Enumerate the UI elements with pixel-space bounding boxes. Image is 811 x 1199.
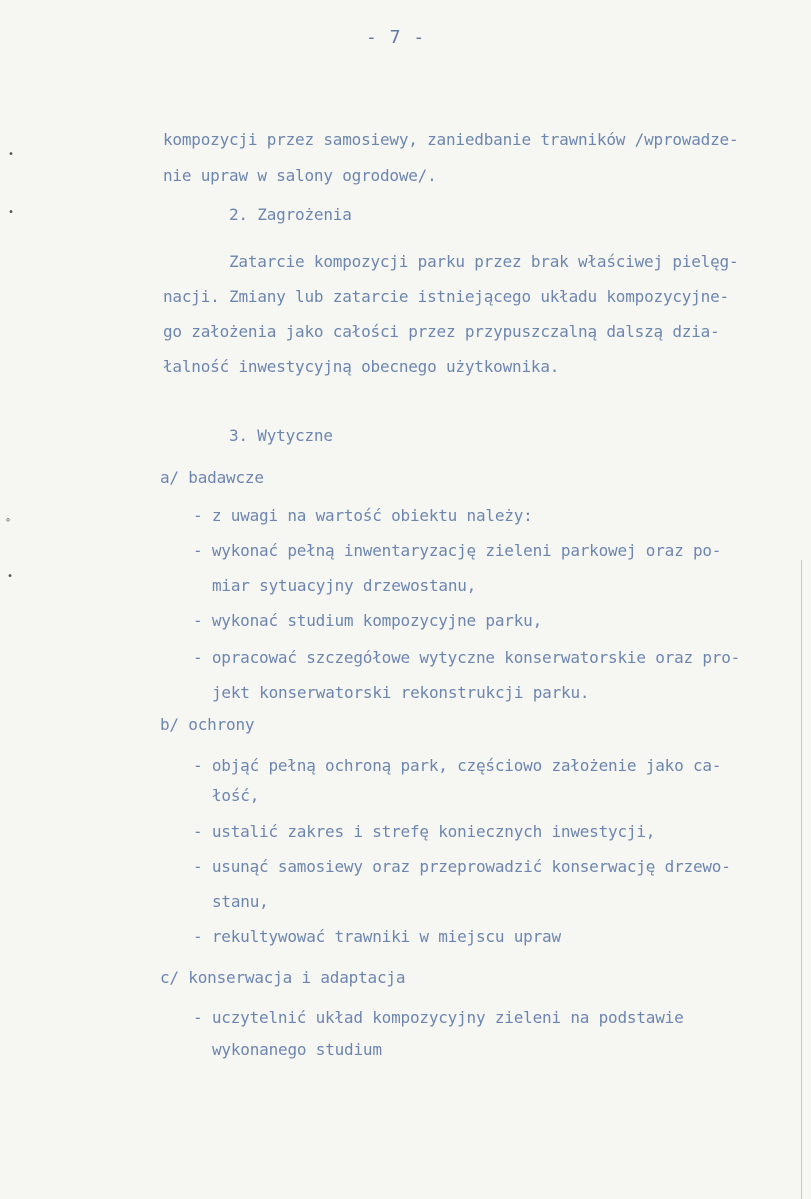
subsection-label-a: a/ badawcze: [160, 468, 264, 487]
paragraph-line: nacji. Zmiany lub zatarcie istniejącego układu kompozycyjne-: [163, 287, 729, 306]
paragraph-line: Zatarcie kompozycji parku przez brak właściwej pielęg-: [229, 252, 739, 271]
list-item-continuation: łość,: [212, 786, 260, 805]
list-item: - wykonać pełną inwentaryzację zieleni parkowej oraz po-: [193, 541, 722, 560]
paper-edge: [801, 560, 802, 1199]
list-item: - rekultywować trawniki w miejscu upraw: [193, 927, 561, 946]
section-heading-guidelines: 3. Wytyczne: [229, 426, 333, 445]
list-item: - wykonać studium kompozycyjne parku,: [193, 611, 543, 630]
subsection-label-c: c/ konserwacja i adaptacja: [160, 968, 406, 987]
list-item-continuation: wykonanego studium: [212, 1040, 382, 1059]
list-item-continuation: miar sytuacyjny drzewostanu,: [212, 576, 477, 595]
list-item-continuation: stanu,: [212, 892, 269, 911]
list-item: - z uwagi na wartość obiektu należy:: [193, 506, 533, 525]
paragraph-line: go założenia jako całości przez przypuszczalną dalszą dzia-: [163, 322, 720, 341]
margin-dot: •: [8, 149, 15, 160]
margin-dot: ∘: [5, 515, 12, 526]
page-number: - 7 -: [366, 27, 426, 48]
list-item: - ustalić zakres i strefę koniecznych inwestycji,: [193, 822, 656, 841]
paragraph-line: łalność inwestycyjną obecnego użytkownika.: [163, 357, 560, 376]
paragraph-line: kompozycji przez samosiewy, zaniedbanie trawników /wprowadze-: [163, 130, 739, 149]
paragraph-line: nie upraw w salony ogrodowe/.: [163, 166, 437, 185]
margin-dot: •: [7, 571, 14, 582]
list-item: - opracować szczegółowe wytyczne konserwatorskie oraz pro-: [193, 648, 741, 667]
list-item: - usunąć samosiewy oraz przeprowadzić konserwację drzewo-: [193, 857, 731, 876]
margin-dot: •: [8, 207, 15, 218]
list-item: - uczytelnić układ kompozycyjny zieleni na podstawie: [193, 1008, 684, 1027]
list-item: - objąć pełną ochroną park, częściowo założenie jako ca-: [193, 756, 722, 775]
list-item-continuation: jekt konserwatorski rekonstrukcji parku.: [212, 683, 590, 702]
section-heading-threats: 2. Zagrożenia: [229, 205, 352, 224]
subsection-label-b: b/ ochrony: [160, 715, 255, 734]
